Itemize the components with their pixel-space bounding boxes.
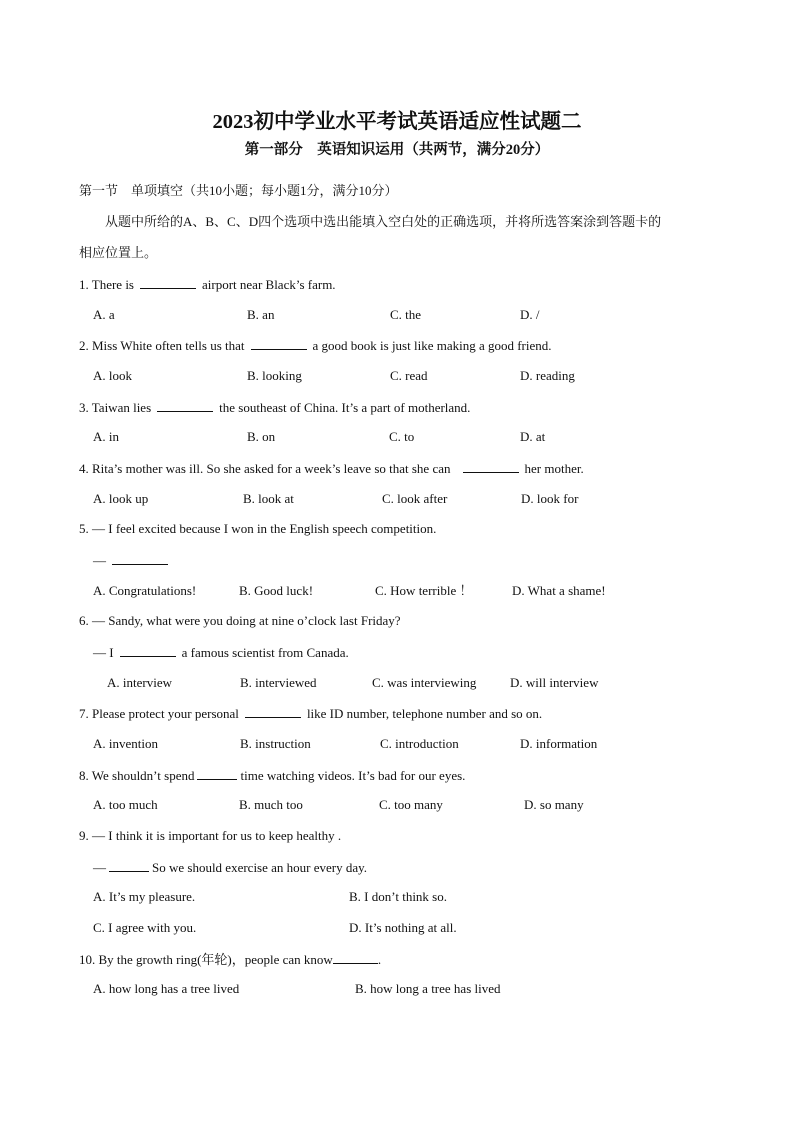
- question-text: 2. Miss White often tells us that: [79, 338, 245, 353]
- option-d: D. /: [520, 307, 540, 322]
- answer-blank: [140, 276, 196, 289]
- option-a: A. interview: [107, 675, 172, 690]
- answer-blank: [120, 644, 176, 657]
- question-text: 3. Taiwan lies: [79, 400, 152, 415]
- question-9: 9. — I think it is important for us to keep healthy .: [79, 828, 342, 843]
- question-text: the southeast of China. It’s a part of motherland.: [219, 400, 471, 415]
- question-text: So we should exercise an hour every day.: [152, 860, 368, 875]
- question-text: her mother.: [524, 461, 584, 476]
- question-8: [79, 767, 465, 784]
- question-text: 10. By the growth ring(年轮)，people can know: [79, 952, 333, 967]
- option-a: A. Congratulations!: [93, 583, 197, 598]
- option-c: C. introduction: [380, 736, 459, 751]
- question-text: like ID number, telephone number and so on.: [306, 706, 543, 721]
- option-d: D. at: [520, 429, 546, 444]
- question-6: 6. — Sandy, what were you doing at nine o’clock last Friday?: [79, 613, 401, 628]
- option-c: C. too many: [379, 797, 443, 812]
- option-b: B. how long a tree has lived: [355, 981, 501, 996]
- question-text: —: [93, 553, 106, 568]
- option-a: A. in: [93, 429, 119, 444]
- question-10: [79, 951, 381, 968]
- part-subtitle: 第一部分 英语知识运用（共两节，满分20分）: [244, 142, 550, 158]
- option-b: B. an: [247, 307, 275, 322]
- option-a: A. look up: [93, 491, 149, 506]
- section-heading: 第一节 单项填空（共10小题；每小题1分，满分10分）: [79, 183, 398, 198]
- question-text: 8. We shouldn’t spend: [79, 768, 195, 783]
- option-d: D. look for: [521, 491, 579, 506]
- question-text: 7. Please protect your personal: [79, 706, 239, 721]
- answer-blank: [251, 337, 307, 350]
- question-2: [79, 337, 552, 354]
- answer-blank: [463, 460, 519, 473]
- option-d: D. so many: [524, 797, 584, 812]
- question-text: a famous scientist from Canada.: [181, 645, 349, 660]
- answer-blank: [333, 951, 378, 964]
- option-d: D. It’s nothing at all.: [349, 920, 457, 935]
- option-a: A. It’s my pleasure.: [93, 889, 196, 904]
- answer-blank: [245, 705, 301, 718]
- instruction-line-1: 从题中所给的A、B、C、D四个选项中选出能填入空白处的正确选项，并将所选答案涂到答题卡的: [105, 214, 662, 229]
- option-c: C. read: [390, 368, 428, 383]
- option-b: B. interviewed: [240, 675, 317, 690]
- option-b: B. I don’t think so.: [349, 889, 447, 904]
- question-text: — I: [93, 645, 114, 660]
- question-text: 1. There is: [79, 277, 134, 292]
- instruction-line-2: 相应位置上。: [79, 245, 158, 260]
- option-a: A. invention: [93, 736, 158, 751]
- answer-blank: [197, 767, 237, 780]
- question-5-reply: [93, 552, 168, 569]
- option-c: C. look after: [382, 491, 448, 506]
- answer-blank: [112, 552, 168, 565]
- option-c: C. How terrible ！: [375, 583, 473, 598]
- question-text: —: [93, 860, 106, 875]
- answer-blank: [109, 859, 149, 872]
- question-4: [79, 460, 584, 477]
- option-b: B. much too: [239, 797, 303, 812]
- option-a: A. too much: [93, 797, 158, 812]
- option-c: C. to: [389, 429, 415, 444]
- question-text: 4. Rita’s mother was ill. So she asked for a week’s leave so that she can: [79, 461, 451, 476]
- question-9-reply: [93, 859, 367, 876]
- option-b: B. look at: [243, 491, 294, 506]
- option-d: D. will interview: [510, 675, 599, 690]
- option-d: D. information: [520, 736, 598, 751]
- question-3: [79, 399, 470, 416]
- option-b: B. Good luck!: [239, 583, 314, 598]
- option-b: B. on: [247, 429, 276, 444]
- question-text: time watching videos. It’s bad for our eyes.: [240, 768, 466, 783]
- question-text: a good book is just like making a good friend.: [312, 338, 552, 353]
- option-d: D. What a shame!: [512, 583, 606, 598]
- page-title: 2023初中学业水平考试英语适应性试题二: [212, 111, 582, 133]
- question-1: [79, 276, 336, 293]
- option-d: D. reading: [520, 368, 575, 383]
- option-a: A. a: [93, 307, 115, 322]
- question-5: 5. — I feel excited because I won in the English speech competition.: [79, 521, 437, 536]
- question-6-reply: [93, 644, 349, 661]
- option-c: C. I agree with you.: [93, 920, 197, 935]
- question-text: .: [377, 952, 382, 967]
- question-7: [79, 705, 542, 722]
- option-a: A. how long has a tree lived: [93, 981, 240, 996]
- option-a: A. look: [93, 368, 132, 383]
- question-text: airport near Black’s farm.: [202, 277, 336, 292]
- option-b: B. looking: [247, 368, 302, 383]
- answer-blank: [157, 399, 213, 412]
- option-b: B. instruction: [240, 736, 311, 751]
- option-c: C. the: [390, 307, 422, 322]
- option-c: C. was interviewing: [372, 675, 477, 690]
